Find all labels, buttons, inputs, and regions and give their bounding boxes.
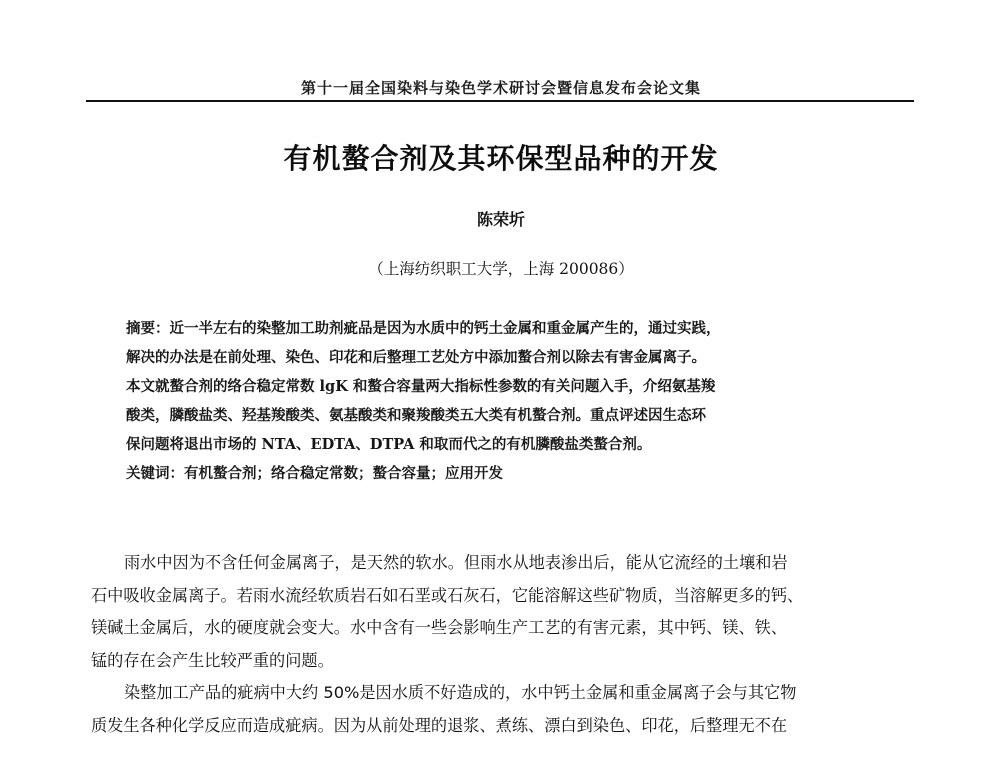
abstract-line: 保问题将退出市场的 NTA、EDTA、DTPA 和取而代之的有机膦酸盐类螯合剂。 xyxy=(126,436,652,453)
abstract-line: 解决的办法是在前处理、染色、印花和后整理工艺处方中添加螯合剂以除去有害金属离子。 xyxy=(126,349,706,366)
header-rule xyxy=(86,100,914,102)
abstract-line: 本文就螯合剂的络合稳定常数 lgK 和螯合容量两大指标性参数的有关问题入手，介绍氨基羧 xyxy=(126,378,716,395)
running-header: 第十一届全国染料与染色学术研讨会暨信息发布会论文集 xyxy=(300,79,701,97)
author-affiliation: （上海纺织职工大学，上海 200086） xyxy=(368,260,634,278)
body-text xyxy=(91,547,917,742)
body-line: 锰的存在会产生比较严重的问题。 xyxy=(91,650,334,670)
keywords: 关键词：有机螯合剂；络合稳定常数；螯合容量；应用开发 xyxy=(126,465,503,482)
abstract-line: 摘要：近一半左右的染整加工助剂疵品是因为水质中的钙土金属和重金属产生的，通过实践， xyxy=(126,320,721,337)
body-line: 雨水中因为不含任何金属离子，是天然的软水。但雨水从地表渗出后，能从它流经的土壤和岩 xyxy=(124,553,788,572)
paper-title: 有机螯合剂及其环保型品种的开发 xyxy=(283,142,719,175)
author-name: 陈荣圻 xyxy=(476,210,525,229)
body-line: 石中吸收金属离子。若雨水流经软质岩石如石垩或石灰石，它能溶解这些矿物质，当溶解更多的钙、 xyxy=(91,585,804,605)
body-line: 染整加工产品的疵病中大约 50%是因水质不好造成的，水中钙土金属和重金属离子会与其它物 xyxy=(124,683,797,702)
abstract-line: 酸类，膦酸盐类、羟基羧酸类、氨基酸类和聚羧酸类五大类有机螯合剂。重点评述因生态环 xyxy=(126,407,706,424)
abstract xyxy=(126,314,866,488)
body-line: 质发生各种化学反应而造成疵病。因为从前处理的退浆、煮练、漂白到染色、印花，后整理无不在 xyxy=(91,715,788,735)
body-line: 镁碱土金属后，水的硬度就会变大。水中含有一些会影响生产工艺的有害元素，其中钙、镁、铁、 xyxy=(91,618,788,637)
